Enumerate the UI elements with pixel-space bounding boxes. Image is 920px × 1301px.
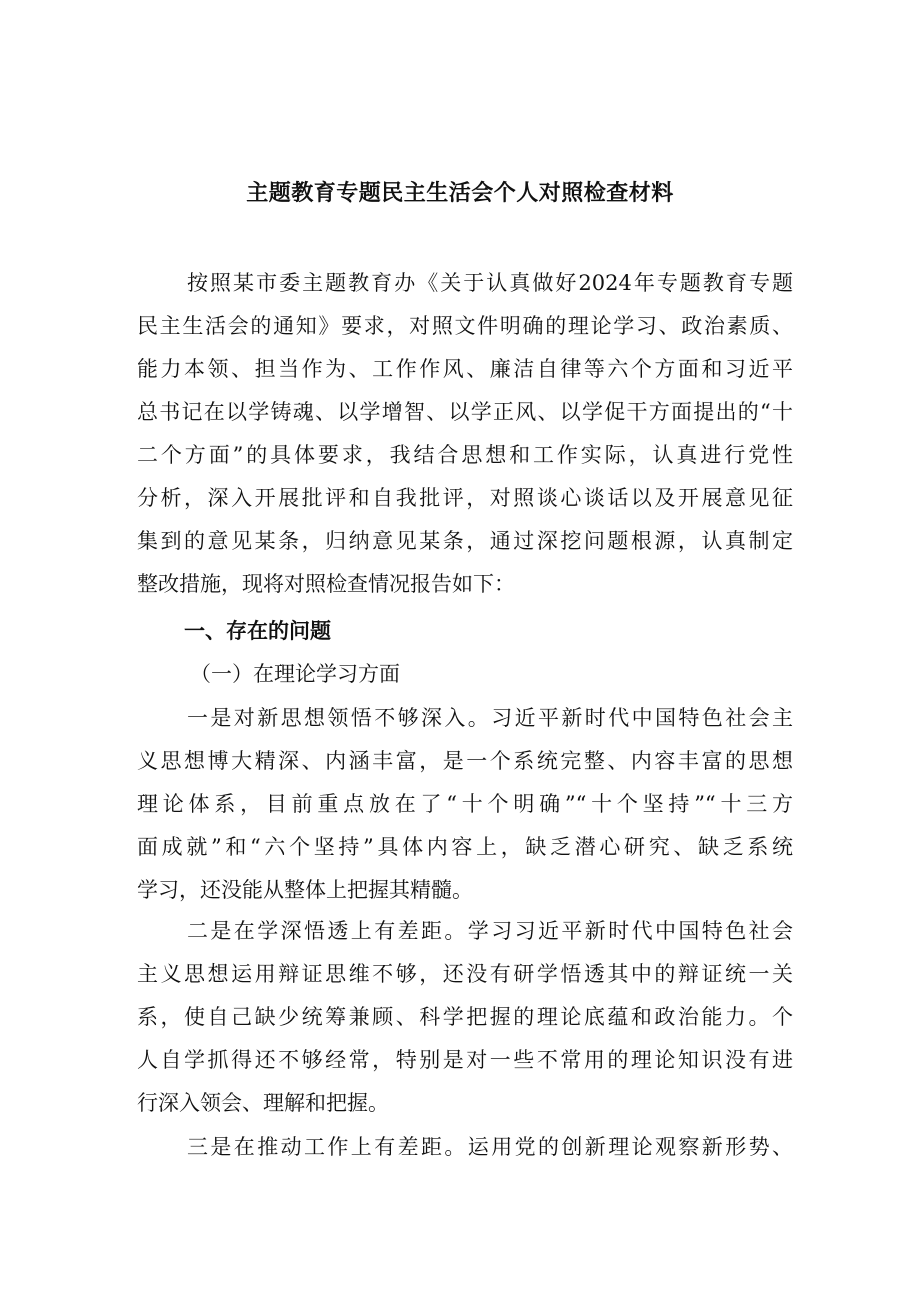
paragraph-line: 面成就”和“六个坚持”具体内容上，缺乏潜心研究、缺乏系统 xyxy=(137,835,793,859)
subsection-heading: （一）在理论学习方面 xyxy=(190,662,400,686)
paragraph-line: 人自学抓得还不够经常，特别是对一些不常用的理论知识没有进 xyxy=(137,1048,793,1072)
intro-line: 民主生活会的通知》要求，对照文件明确的理论学习、政治素质、 xyxy=(137,314,793,338)
paragraph-line: 理论体系，目前重点放在了“十个明确”“十个坚持”“十三方 xyxy=(137,792,793,816)
paragraph-3 xyxy=(137,1126,793,1169)
intro-line: 按照某市委主题教育办《关于认真做好2024年专题教育专题 xyxy=(187,271,793,295)
paragraph-1 xyxy=(137,697,793,912)
paragraph-line: 学习，还没能从整体上把握其精髓。 xyxy=(137,878,473,902)
intro-line: 分析，深入开展批评和自我批评，对照谈心谈话以及开展意见征 xyxy=(137,486,793,510)
paragraph-line: 三是在推动工作上有差距。运用党的创新理论观察新形势、 xyxy=(187,1135,793,1159)
intro-line: 总书记在以学铸魂、以学增智、以学正风、以学促干方面提出的“十 xyxy=(137,400,793,424)
intro-paragraph xyxy=(137,262,793,606)
intro-line: 能力本领、担当作为、工作作风、廉洁自律等六个方面和习近平 xyxy=(137,357,793,381)
intro-line: 整改措施，现将对照检查情况报告如下： xyxy=(137,572,515,596)
paragraph-line: 系，使自己缺少统筹兼顾、科学把握的理论底蕴和政治能力。个 xyxy=(137,1005,793,1029)
paragraph-line: 主义思想运用辩证思维不够，还没有研学悟透其中的辩证统一关 xyxy=(137,962,793,986)
paragraph-line: 行深入领会、理解和把握。 xyxy=(137,1091,389,1115)
paragraph-2 xyxy=(137,910,793,1125)
paragraph-line: 义思想博大精深、内涵丰富，是一个系统完整、内容丰富的思想 xyxy=(137,749,793,773)
intro-line: 集到的意见某条，归纳意见某条，通过深挖问题根源，认真制定 xyxy=(137,529,793,553)
paragraph-line: 二是在学深悟透上有差距。学习习近平新时代中国特色社会 xyxy=(187,919,793,943)
paragraph-line: 一是对新思想领悟不够深入。习近平新时代中国特色社会主 xyxy=(187,706,793,730)
section-heading: 一、存在的问题 xyxy=(184,619,331,643)
document-title: 主题教育专题民主生活会个人对照检查材料 xyxy=(246,181,674,206)
intro-line: 二个方面”的具体要求，我结合思想和工作实际，认真进行党性 xyxy=(137,443,793,467)
